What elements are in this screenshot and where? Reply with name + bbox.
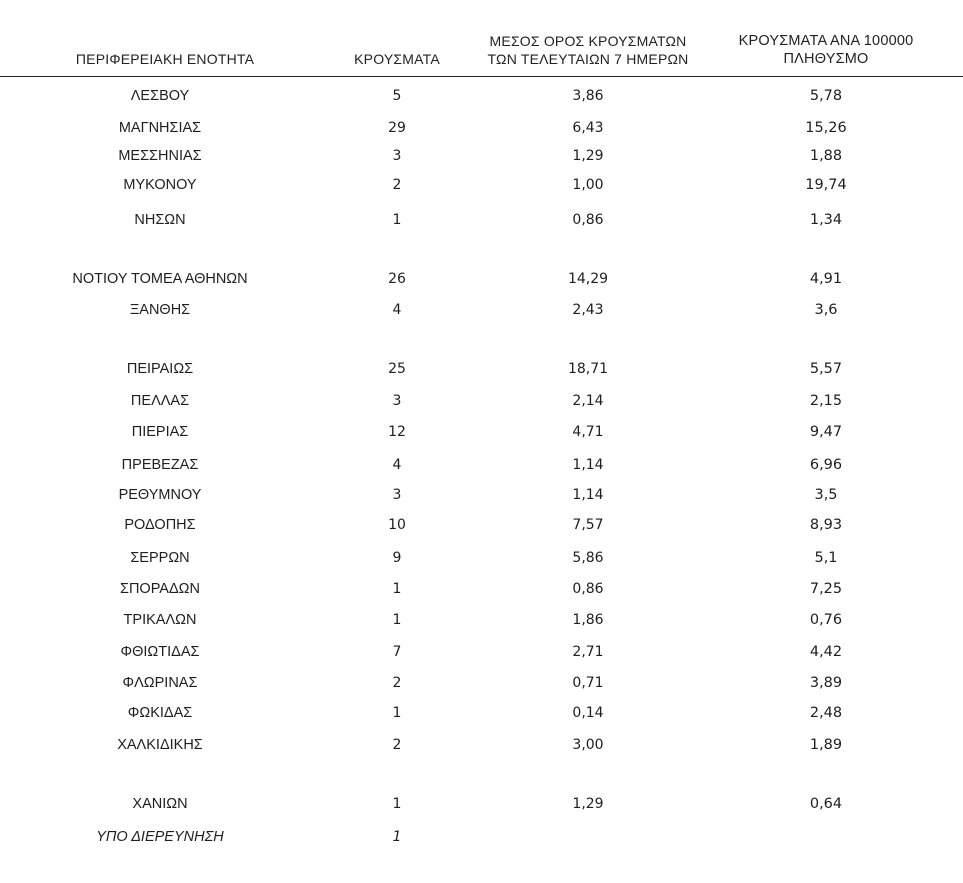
cell-cases: 2 [392,737,402,753]
cell-cases: 7 [392,644,402,660]
cell-per-100k: 3,5 [814,487,838,503]
cell-cases: 1 [392,612,402,628]
cell-region: ΝΟΤΙΟΥ ΤΟΜΕΑ ΑΘΗΝΩΝ [72,271,248,287]
cell-per-100k: 9,47 [809,424,843,440]
cell-avg-7-days: 1,29 [572,796,604,812]
table-row [0,638,963,666]
cell-avg-7-days: 1,00 [572,177,604,193]
table-row [0,790,963,818]
cell-avg-7-days: 6,43 [572,120,604,136]
cell-cases: 1 [392,829,402,845]
table-row [0,823,963,851]
cell-cases: 4 [392,457,402,473]
cell-region: ΜΑΓΝΗΣΙΑΣ [118,120,202,136]
table-row [0,142,963,170]
cell-cases: 1 [392,796,402,812]
cell-per-100k: 1,88 [809,148,843,164]
cell-avg-7-days: 0,86 [572,581,604,597]
cell-per-100k: 2,15 [809,393,843,409]
cell-avg-7-days: 3,00 [572,737,604,753]
cell-avg-7-days: 2,71 [572,644,604,660]
table-row [0,544,963,572]
cell-region: ΠΕΙΡΑΙΩΣ [126,361,194,377]
table-row [0,575,963,603]
cell-per-100k: 5,57 [809,361,843,377]
cell-region: ΦΘΙΩΤΙΔΑΣ [120,644,200,660]
table-row [0,481,963,509]
cell-region: ΤΡΙΚΑΛΩΝ [123,612,197,628]
header-cases: ΚΡΟΥΣΜΑΤΑ [354,51,440,67]
cell-per-100k: 3,6 [814,302,838,318]
cell-cases: 2 [392,177,402,193]
cell-per-100k: 1,34 [809,212,843,228]
cell-avg-7-days: 2,43 [572,302,604,318]
cell-avg-7-days: 3,86 [572,88,604,104]
cell-per-100k: 5,1 [814,550,838,566]
cell-avg-7-days: 5,86 [572,550,604,566]
header-avg-7-days-line2: ΤΩΝ ΤΕΛΕΥΤΑΙΩΝ 7 ΗΜΕΡΩΝ [487,51,689,67]
cell-region: ΝΗΣΩΝ [134,212,186,228]
cell-cases: 12 [388,424,406,440]
cell-cases: 3 [392,393,402,409]
cell-region: ΡΟΔΟΠΗΣ [124,517,196,533]
cell-cases: 1 [392,212,402,228]
header-avg-7-days [460,32,716,68]
cell-per-100k: 0,64 [809,796,843,812]
cell-region: ΞΑΝΘΗΣ [129,302,191,318]
cell-cases: 25 [388,361,406,377]
cell-avg-7-days: 1,29 [572,148,604,164]
cell-cases: 9 [392,550,402,566]
cell-cases: 10 [388,517,406,533]
cell-region: ΣΕΡΡΩΝ [130,550,190,566]
cell-region: ΧΑΝΙΩΝ [132,796,188,812]
cell-cases: 1 [392,705,402,721]
header-region: ΠΕΡΙΦΕΡΕΙΑΚΗ ΕΝΟΤΗΤΑ [75,51,255,67]
cell-cases: 5 [392,88,402,104]
cell-avg-7-days: 7,57 [572,517,604,533]
table-row [0,114,963,142]
cell-cases: 3 [392,487,402,503]
cell-region: ΦΩΚΙΔΑΣ [127,705,193,721]
cell-cases: 2 [392,675,402,691]
table-row [0,699,963,727]
header-per-100k-line2: ΠΛΗΘΥΣΜΟ [783,51,869,67]
cell-per-100k: 5,78 [809,88,843,104]
cell-cases: 26 [388,271,406,287]
cell-per-100k: 8,93 [809,517,843,533]
table-row [0,171,963,199]
cell-avg-7-days: 0,71 [572,675,604,691]
cell-per-100k: 2,48 [809,705,843,721]
cell-cases: 4 [392,302,402,318]
cell-per-100k: 4,42 [809,644,843,660]
cell-region: ΛΕΣΒΟΥ [130,88,190,104]
cell-cases: 1 [392,581,402,597]
cell-region: ΡΕΘΥΜΝΟΥ [118,487,202,503]
cell-region: ΜΕΣΣΗΝΙΑΣ [118,148,202,164]
header-avg-7-days-line1: ΜΕΣΟΣ ΟΡΟΣ ΚΡΟΥΣΜΑΤΩΝ [489,33,687,49]
cell-avg-7-days: 14,29 [567,271,609,287]
cell-region: ΠΙΕΡΙΑΣ [131,424,189,440]
table-row [0,387,963,415]
table-row [0,606,963,634]
cell-region: ΠΕΛΛΑΣ [130,393,190,409]
cell-avg-7-days: 1,86 [572,612,604,628]
cell-per-100k: 1,89 [809,737,843,753]
header-per-100k-line1: ΚΡΟΥΣΜΑΤΑ ΑΝΑ 100000 [738,33,914,49]
cell-per-100k: 15,26 [805,120,847,136]
cell-per-100k: 6,96 [809,457,843,473]
cell-avg-7-days: 0,14 [572,705,604,721]
table-row [0,511,963,539]
cell-per-100k: 3,89 [809,675,843,691]
table-row [0,451,963,479]
cell-region: ΥΠΟ ΔΙΕΡΕΥΝΗΣΗ [96,829,224,845]
cell-per-100k: 19,74 [805,177,847,193]
table-row [0,418,963,446]
cell-per-100k: 4,91 [809,271,843,287]
table-row [0,265,963,293]
cell-avg-7-days: 1,14 [572,487,604,503]
cell-region: ΦΛΩΡΙΝΑΣ [122,675,198,691]
header-per-100k [710,32,942,68]
table-row [0,355,963,383]
cell-region: ΧΑΛΚΙΔΙΚΗΣ [117,737,203,753]
cell-avg-7-days: 18,71 [567,361,609,377]
table-row [0,731,963,759]
cell-region: ΠΡΕΒΕΖΑΣ [121,457,199,473]
cell-avg-7-days: 1,14 [572,457,604,473]
cell-avg-7-days: 4,71 [572,424,604,440]
cell-cases: 29 [388,120,406,136]
cell-avg-7-days: 0,86 [572,212,604,228]
table-row [0,82,963,110]
cell-avg-7-days: 2,14 [572,393,604,409]
table-row [0,669,963,697]
cell-region: ΜΥΚΟΝΟΥ [123,177,197,193]
cell-region: ΣΠΟΡΑΔΩΝ [120,581,200,597]
table-row [0,206,963,234]
cell-per-100k: 7,25 [809,581,843,597]
cell-cases: 3 [392,148,402,164]
cell-per-100k: 0,76 [809,612,843,628]
table-row [0,296,963,324]
header-divider [0,76,963,77]
